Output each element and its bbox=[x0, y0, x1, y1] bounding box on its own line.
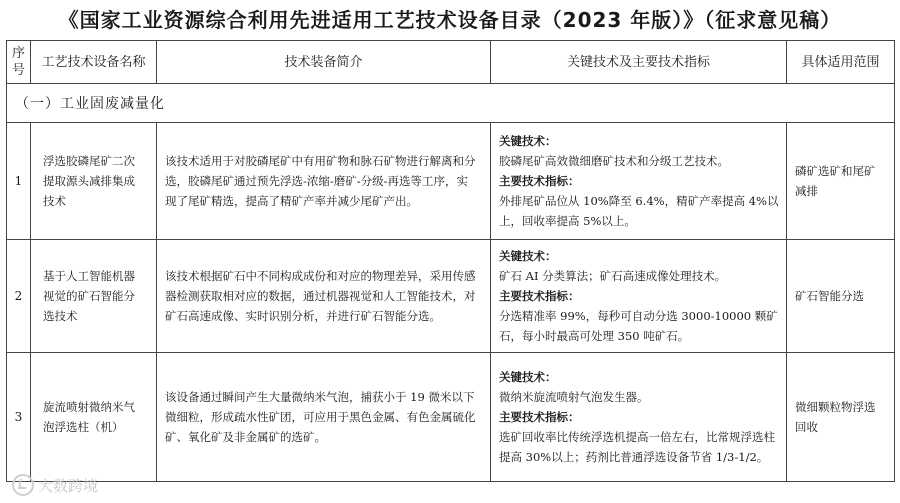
header-key: 关键技术及主要技术指标 bbox=[491, 41, 787, 84]
header-scope: 具体适用范围 bbox=[787, 41, 895, 84]
key-tech-label: 关键技术： bbox=[499, 249, 557, 263]
key-tech-cell bbox=[491, 123, 787, 240]
table-row bbox=[7, 353, 895, 482]
key-tech-text: 胶磷尾矿高效微细磨矿技术和分级工艺技术。 bbox=[499, 154, 729, 168]
scope: 磷矿选矿和尾矿减排 bbox=[787, 123, 895, 240]
metric-label: 主要技术指标： bbox=[499, 410, 580, 424]
metric-text: 外排尾矿品位从 10%降至 6.4%，精矿产率提高 4%以上，回收率提高 5%以上。 bbox=[499, 194, 779, 228]
watermark-logo-icon bbox=[12, 474, 34, 496]
equipment-intro: 该技术适用于对胶磷尾矿中有用矿物和脉石矿物进行解离和分选，胶磷尾矿通过预先浮选-浓缩-磨矿-分级-再选等工序，实现了尾矿精选，提高了精矿产率并减少尾矿产出。 bbox=[157, 123, 491, 240]
row-number: 1 bbox=[7, 123, 31, 240]
table-row bbox=[7, 123, 895, 240]
header-name: 工艺技术设备名称 bbox=[31, 41, 157, 84]
row-number: 2 bbox=[7, 240, 31, 353]
metric-label: 主要技术指标： bbox=[499, 289, 580, 303]
section-title: （一）工业固废减量化 bbox=[7, 84, 895, 123]
metric-text: 分选精准率 99%，每秒可自动分选 3000-10000 颗矿石，每小时最高可处理 350 吨矿石。 bbox=[499, 309, 778, 343]
document-title: 《国家工业资源综合利用先进适用工艺技术设备目录（2023 年版）》（征求意见稿） bbox=[58, 8, 842, 32]
catalog-table bbox=[6, 40, 895, 482]
metric-label: 主要技术指标： bbox=[499, 174, 580, 188]
key-tech-cell bbox=[491, 353, 787, 482]
equipment-intro: 该技术根据矿石中不同构成成份和对应的物理差异，采用传感器检测获取相对应的数据，通过机器视觉和人工智能技术，对矿石高速成像、实时识别分析，并进行矿石智能分选。 bbox=[157, 240, 491, 353]
equipment-name: 浮选胶磷尾矿二次提取源头减排集成技术 bbox=[31, 123, 157, 240]
key-tech-label: 关键技术： bbox=[499, 370, 557, 384]
header-no: 序号 bbox=[7, 41, 31, 84]
section-row bbox=[7, 84, 895, 123]
key-tech-label: 关键技术： bbox=[499, 134, 557, 148]
equipment-name: 旋流喷射微纳米气泡浮选柱（机） bbox=[31, 353, 157, 482]
scope: 微细颗粒物浮选回收 bbox=[787, 353, 895, 482]
key-tech-cell bbox=[491, 240, 787, 353]
equipment-intro: 该设备通过瞬间产生大量微纳米气泡，捕获小于 19 微米以下微细粒，形成疏水性矿团，可应用于黑色金属、有色金属硫化矿、氧化矿及非金属矿的选矿。 bbox=[157, 353, 491, 482]
header-intro: 技术装备简介 bbox=[157, 41, 491, 84]
equipment-name: 基于人工智能机器视觉的矿石智能分选技术 bbox=[31, 240, 157, 353]
key-tech-text: 矿石 AI 分类算法；矿石高速成像处理技术。 bbox=[499, 269, 727, 283]
row-number: 3 bbox=[7, 353, 31, 482]
table-header-row bbox=[7, 41, 895, 84]
watermark-text: 大数跨境 bbox=[38, 476, 99, 495]
table-row bbox=[7, 240, 895, 353]
scope: 矿石智能分选 bbox=[787, 240, 895, 353]
watermark bbox=[12, 474, 98, 496]
key-tech-text: 微纳米旋流喷射气泡发生器。 bbox=[499, 390, 649, 404]
metric-text: 选矿回收率比传统浮选机提高一倍左右，比常规浮选柱提高 30%以上；药剂比普通浮选设备节省 1/3-1/2。 bbox=[499, 430, 775, 464]
